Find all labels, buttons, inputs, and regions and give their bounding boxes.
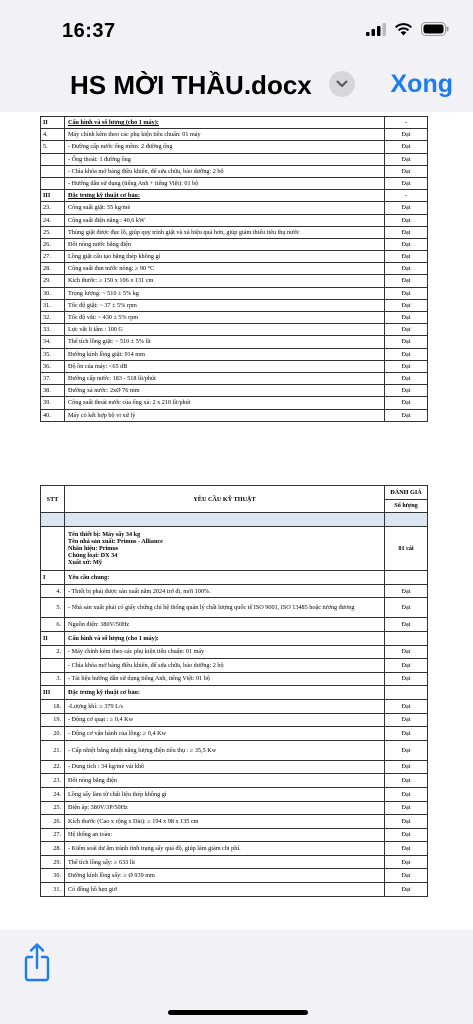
battery-icon — [421, 22, 449, 36]
row-result — [385, 571, 428, 585]
row-number: 3. — [41, 672, 65, 686]
table-row — [41, 815, 428, 829]
table-row — [41, 202, 428, 214]
row-number: 19. — [41, 713, 65, 727]
row-result: Đạt — [385, 251, 428, 263]
done-button[interactable]: Xong — [390, 70, 453, 98]
row-requirement — [65, 815, 385, 829]
requirement-text: - Máy chính kèm theo các phụ kiện tiêu chuẩn: 01 máy — [68, 648, 205, 656]
row-requirement — [65, 659, 385, 673]
requirement-text: - Đường cấp nước ống mềm: 2 đường ống — [68, 143, 173, 151]
row-number: 34. — [41, 336, 65, 348]
row-result: Đạt — [385, 153, 428, 165]
requirement-text: Cấu hình và số lượng (cho 1 máy): — [68, 119, 159, 127]
table-row — [41, 251, 428, 263]
row-requirement — [65, 584, 385, 598]
row-result: Đạt — [385, 727, 428, 741]
requirement-text: Công suất đun nước nóng: ≥ 90 °C — [68, 265, 155, 273]
row-requirement — [65, 129, 385, 141]
row-requirement — [65, 883, 385, 897]
requirement-text: Kích thước (Cao x rộng x Dài): ≥ 194 x 98 x 135 cm — [68, 817, 199, 825]
spec-table-dryer — [40, 485, 428, 897]
row-number: 24. — [41, 214, 65, 226]
section-row — [41, 631, 428, 645]
row-requirement — [65, 251, 385, 263]
table-row — [41, 760, 428, 774]
row-number: 35. — [41, 348, 65, 360]
row-requirement — [65, 165, 385, 177]
table-row — [41, 348, 428, 360]
row-result: Đạt — [385, 584, 428, 598]
row-number: 30. — [41, 869, 65, 883]
row-number: 31. — [41, 883, 65, 897]
row-number: 28. — [41, 842, 65, 856]
status-bar — [0, 0, 473, 60]
row-result: Đạt — [385, 618, 428, 632]
requirement-text: Trọng lượng: ~ 510 ± 5% kg — [68, 289, 139, 297]
product-name: Tên thiết bị: Máy sấy 34 kg — [68, 530, 141, 538]
row-number: 23. — [41, 774, 65, 788]
requirement-text: Đường kính lồng giặt: 914 mm — [68, 350, 145, 358]
row-number: 6. — [41, 618, 65, 632]
row-number: 4. — [41, 129, 65, 141]
row-number: II — [41, 117, 65, 129]
requirement-text: Đặc trưng kỹ thuật cơ bản: — [68, 689, 140, 697]
row-result: Đạt — [385, 787, 428, 801]
row-number — [41, 153, 65, 165]
row-result: Đạt — [385, 672, 428, 686]
cellular-signal-icon — [366, 23, 386, 36]
row-result: Đạt — [385, 214, 428, 226]
row-result: Đạt — [385, 740, 428, 760]
table-header-row — [41, 486, 428, 500]
row-requirement — [65, 263, 385, 275]
table-row — [41, 828, 428, 842]
requirement-text: Đường xả nước: 2xØ 76 mm — [68, 387, 140, 395]
requirement-text: Đặc trưng kỹ thuật cơ bản: — [68, 192, 140, 200]
requirement-text: Thể tích lồng sấy: ≥ 633 lít — [68, 858, 135, 866]
requirement-text: Máy chính kèm theo các phụ kiện tiêu chuẩn: 01 máy — [68, 131, 201, 139]
header-stt: STT — [41, 486, 65, 513]
row-requirement — [65, 727, 385, 741]
row-result: Đạt — [385, 842, 428, 856]
row-number: 33. — [41, 324, 65, 336]
row-result: Đạt — [385, 645, 428, 659]
table-row — [41, 842, 428, 856]
table-row — [41, 774, 428, 788]
requirement-text: -Lượng khí: ≥ 379 L/s — [68, 702, 124, 710]
row-requirement — [65, 190, 385, 202]
row-result: Đạt — [385, 385, 428, 397]
row-requirement — [65, 312, 385, 324]
product-info — [65, 527, 385, 571]
requirement-text: Đốt nóng nước bằng điện — [68, 240, 131, 248]
requirement-text: Nguồn điện: 380V/50Hz — [68, 621, 130, 629]
title-menu-button[interactable] — [329, 71, 355, 97]
requirement-text: - Thiết bị phải được sản xuất năm 2024 trở đi, mới 100%. — [68, 587, 211, 595]
requirement-text: Công suất giặt: 55 kg/mẻ — [68, 204, 131, 212]
table-row — [41, 287, 428, 299]
row-requirement — [65, 153, 385, 165]
row-result: Đạt — [385, 287, 428, 299]
row-result: Đạt — [385, 855, 428, 869]
requirement-text: Đường cấp nước: 183 - 518 lít/phút — [68, 374, 156, 382]
table-row — [41, 645, 428, 659]
row-result: Đạt — [385, 774, 428, 788]
table-row — [41, 238, 428, 250]
row-result: - — [385, 190, 428, 202]
row-number: 29. — [41, 275, 65, 287]
share-icon — [22, 942, 52, 982]
row-result: Đạt — [385, 202, 428, 214]
requirement-text: - Ống thoát: 1 đường ống — [68, 155, 131, 163]
row-number: 24. — [41, 787, 65, 801]
row-result: Đạt — [385, 659, 428, 673]
row-requirement — [65, 869, 385, 883]
table-row — [41, 727, 428, 741]
requirement-text: - Hướng dẫn sử dụng (tiếng Anh + tiếng Việt): 01 bộ — [68, 179, 199, 187]
row-number: 25. — [41, 226, 65, 238]
requirement-text: Đốt nóng bằng điện — [68, 777, 117, 785]
row-requirement — [65, 686, 385, 700]
row-number: 29. — [41, 855, 65, 869]
header-evaluation: ĐÁNH GIÁ — [385, 486, 428, 500]
row-number: I — [41, 571, 65, 585]
row-result: Đạt — [385, 801, 428, 815]
row-result: - — [385, 117, 428, 129]
row-number: 32. — [41, 312, 65, 324]
row-result: Đạt — [385, 263, 428, 275]
row-result: Đạt — [385, 713, 428, 727]
row-requirement — [65, 385, 385, 397]
row-number: 22. — [41, 760, 65, 774]
requirement-text: Có đồng hồ hẹn giờ — [68, 885, 117, 893]
row-number: 37. — [41, 372, 65, 384]
row-result: Đạt — [385, 129, 428, 141]
row-requirement — [65, 299, 385, 311]
requirement-text: Công suất thoát nước của ống xả: 2 x 210 lít/phút — [68, 399, 191, 407]
row-requirement — [65, 760, 385, 774]
row-number — [41, 659, 65, 673]
row-result: Đạt — [385, 409, 428, 421]
product-origin: Xuất xứ: Mỹ — [68, 559, 102, 567]
requirement-text: - Tài liệu hướng dẫn sử dụng tiếng Anh, tiếng Việt: 01 bộ — [68, 675, 210, 683]
row-number: 26. — [41, 815, 65, 829]
row-requirement — [65, 141, 385, 153]
table-row — [41, 740, 428, 760]
row-number: 39. — [41, 397, 65, 409]
shaded-separator-row — [41, 513, 428, 527]
row-result: Đạt — [385, 372, 428, 384]
row-requirement — [65, 828, 385, 842]
requirement-text: Thể tích lồng giặt: ~ 510 ± 5% lít — [68, 338, 151, 346]
requirement-text: Lồng giặt cấu tạo bằng thép không gỉ — [68, 253, 161, 261]
product-info-row — [41, 527, 428, 571]
header-quantity: Số lượng — [385, 499, 428, 513]
table-row — [41, 618, 428, 632]
spec-table-washer — [40, 116, 428, 422]
table-row — [41, 787, 428, 801]
product-manufacturer: Tên nhà sản xuất: Primus - Alliance — [68, 538, 163, 545]
row-number: 26. — [41, 238, 65, 250]
row-requirement — [65, 571, 385, 585]
row-requirement — [65, 117, 385, 129]
table-row — [41, 372, 428, 384]
row-number: 25. — [41, 801, 65, 815]
product-model: Chủng loại: DX 34 — [68, 552, 118, 560]
table-row — [41, 672, 428, 686]
row-result: Đạt — [385, 238, 428, 250]
row-requirement — [65, 372, 385, 384]
row-number: 2. — [41, 645, 65, 659]
requirement-text: - Nhà sản xuất phải có giấy chứng chỉ hệ thống quản lý chất lượng quốc tế ISO 9001, ISO 13485 hoặc tương đương — [68, 604, 355, 612]
requirement-text: Yêu cầu chung: — [68, 573, 110, 581]
row-number: 27. — [41, 828, 65, 842]
row-requirement — [65, 397, 385, 409]
row-requirement — [65, 842, 385, 856]
row-number: 5. — [41, 141, 65, 153]
table-row — [41, 385, 428, 397]
requirement-text: Máy có kết hợp bộ vi xử lý — [68, 411, 136, 419]
table-row — [41, 129, 428, 141]
row-requirement — [65, 202, 385, 214]
row-result: Đạt — [385, 299, 428, 311]
row-number: 40. — [41, 409, 65, 421]
requirement-text: - Kiểm soát dư âm tránh tình trạng sấy quá độ, giúp làm giảm chi phí. — [68, 845, 241, 853]
requirement-text: Lực vắt li tâm : 100 G — [68, 326, 123, 334]
table-row — [41, 153, 428, 165]
row-requirement — [65, 409, 385, 421]
row-number: 23. — [41, 202, 65, 214]
requirement-text: Kích thước: ≥ 150 x 106 x 131 cm — [68, 277, 154, 285]
row-result: Đạt — [385, 869, 428, 883]
navigation-bar — [0, 62, 473, 110]
row-requirement — [65, 774, 385, 788]
row-number: II — [41, 631, 65, 645]
table-row — [41, 397, 428, 409]
row-number: 36. — [41, 360, 65, 372]
row-result: Đạt — [385, 275, 428, 287]
row-requirement — [65, 360, 385, 372]
row-requirement — [65, 336, 385, 348]
table-row — [41, 598, 428, 618]
requirement-text: Điện áp: 380V/3P/50Hz — [68, 804, 128, 812]
row-requirement — [65, 855, 385, 869]
requirement-text: - Dung tích : 34 kg/mẻ vải khô — [68, 763, 145, 771]
requirement-text: - Chìa khóa mở bảng điều khiển, để sửa chữa, bảo dưỡng: 2 bộ — [68, 661, 224, 669]
requirement-text: - Chìa khóa mở bảng điều khiển, để sửa chữa, bảo dưỡng: 2 bộ — [68, 167, 224, 175]
row-requirement — [65, 598, 385, 618]
row-result: Đạt — [385, 760, 428, 774]
row-result: Đạt — [385, 165, 428, 177]
section-row — [41, 686, 428, 700]
row-requirement — [65, 214, 385, 226]
row-requirement — [65, 699, 385, 713]
document-title: HS MỜI THẦU.docx — [70, 70, 312, 100]
wifi-icon — [394, 22, 413, 36]
table-row — [41, 801, 428, 815]
table-row — [41, 360, 428, 372]
requirement-text: Đường kính lồng sấy: ≥ Ø 939 mm — [68, 872, 155, 880]
requirement-text: - Động cơ quạt : ≥ 0,4 Kw — [68, 716, 134, 724]
row-result: Đạt — [385, 177, 428, 189]
table-row — [41, 299, 428, 311]
chevron-down-icon — [336, 80, 348, 88]
row-requirement — [65, 740, 385, 760]
row-result: Đạt — [385, 324, 428, 336]
row-number — [41, 177, 65, 189]
home-indicator — [168, 1010, 308, 1015]
row-result: Đạt — [385, 360, 428, 372]
row-number: 18. — [41, 699, 65, 713]
row-number: III — [41, 190, 65, 202]
requirement-text: Hệ thống an toàn: — [68, 831, 113, 839]
row-number: 38. — [41, 385, 65, 397]
table-row — [41, 584, 428, 598]
product-brand: Nhãn hiệu: Primus — [68, 545, 119, 553]
table-row — [41, 263, 428, 275]
row-result: Đạt — [385, 598, 428, 618]
share-button[interactable] — [22, 942, 52, 982]
row-result: Đạt — [385, 141, 428, 153]
row-result: Đạt — [385, 348, 428, 360]
row-requirement — [65, 275, 385, 287]
row-requirement — [65, 287, 385, 299]
requirement-text: Thùng giặt được đục lỗ, giúp quy trình giặt và xả hiệu quả hơn, giúp giảm thiểu tiêu thụ nước — [68, 228, 300, 236]
table-row — [41, 214, 428, 226]
section-row — [41, 117, 428, 129]
table-row — [41, 177, 428, 189]
row-requirement — [65, 801, 385, 815]
table-row — [41, 409, 428, 421]
row-result: Đạt — [385, 336, 428, 348]
row-requirement — [65, 713, 385, 727]
row-number: 28. — [41, 263, 65, 275]
row-requirement — [65, 645, 385, 659]
requirement-text: - Động cơ vận hành của lồng: ≥ 0,4 Kw — [68, 729, 167, 737]
product-quantity: 01 cái — [385, 527, 428, 571]
row-requirement — [65, 631, 385, 645]
row-number: 27. — [41, 251, 65, 263]
row-requirement — [65, 618, 385, 632]
row-requirement — [65, 177, 385, 189]
requirement-text: Độ ồn của máy: <65 dB — [68, 362, 128, 370]
row-number: 31. — [41, 299, 65, 311]
requirement-text: Lồng sấy làm từ chất liệu thép không gỉ — [68, 790, 167, 798]
row-result: Đạt — [385, 397, 428, 409]
table-row — [41, 869, 428, 883]
table-row — [41, 165, 428, 177]
row-result: Đạt — [385, 699, 428, 713]
header-requirement: YÊU CẦU KỸ THUẬT — [65, 486, 385, 513]
section-row — [41, 190, 428, 202]
table-row — [41, 312, 428, 324]
requirement-text: Cấu hình và số lượng (cho 1 máy): — [68, 634, 159, 642]
table-row — [41, 275, 428, 287]
requirement-text: Tốc độ vắt: ~ 430 ± 5% rpm — [68, 314, 139, 322]
bottom-toolbar — [0, 930, 473, 1024]
table-row — [41, 713, 428, 727]
row-number: 4. — [41, 584, 65, 598]
table-row — [41, 659, 428, 673]
table-row — [41, 883, 428, 897]
row-requirement — [65, 226, 385, 238]
row-number — [41, 165, 65, 177]
requirement-text: Công suất điện năng : 40,6 kW — [68, 216, 145, 224]
status-time: 16:37 — [62, 20, 116, 42]
row-number: III — [41, 686, 65, 700]
row-number: 30. — [41, 287, 65, 299]
row-requirement — [65, 348, 385, 360]
row-number: 20. — [41, 727, 65, 741]
table-row — [41, 226, 428, 238]
section-row — [41, 571, 428, 585]
row-result — [385, 631, 428, 645]
table-row — [41, 699, 428, 713]
row-result: Đạt — [385, 226, 428, 238]
document-page[interactable] — [0, 112, 473, 930]
requirement-text: Tốc độ giặt: ~ 37 ± 5% rpm — [68, 301, 137, 309]
requirement-text: - Cấp nhiệt bằng nhiệt năng lượng điện tiêu thụ : ≥ 35,5 Kw — [68, 746, 217, 754]
row-result — [385, 686, 428, 700]
table-row — [41, 324, 428, 336]
row-number: 5. — [41, 598, 65, 618]
table-row — [41, 336, 428, 348]
row-requirement — [65, 238, 385, 250]
status-icons — [366, 22, 449, 36]
row-number: 21. — [41, 740, 65, 760]
table-row — [41, 141, 428, 153]
row-requirement — [65, 787, 385, 801]
table-row — [41, 855, 428, 869]
row-result: Đạt — [385, 815, 428, 829]
row-result: Đạt — [385, 828, 428, 842]
row-requirement — [65, 672, 385, 686]
row-result: Đạt — [385, 883, 428, 897]
row-requirement — [65, 324, 385, 336]
row-result: Đạt — [385, 312, 428, 324]
